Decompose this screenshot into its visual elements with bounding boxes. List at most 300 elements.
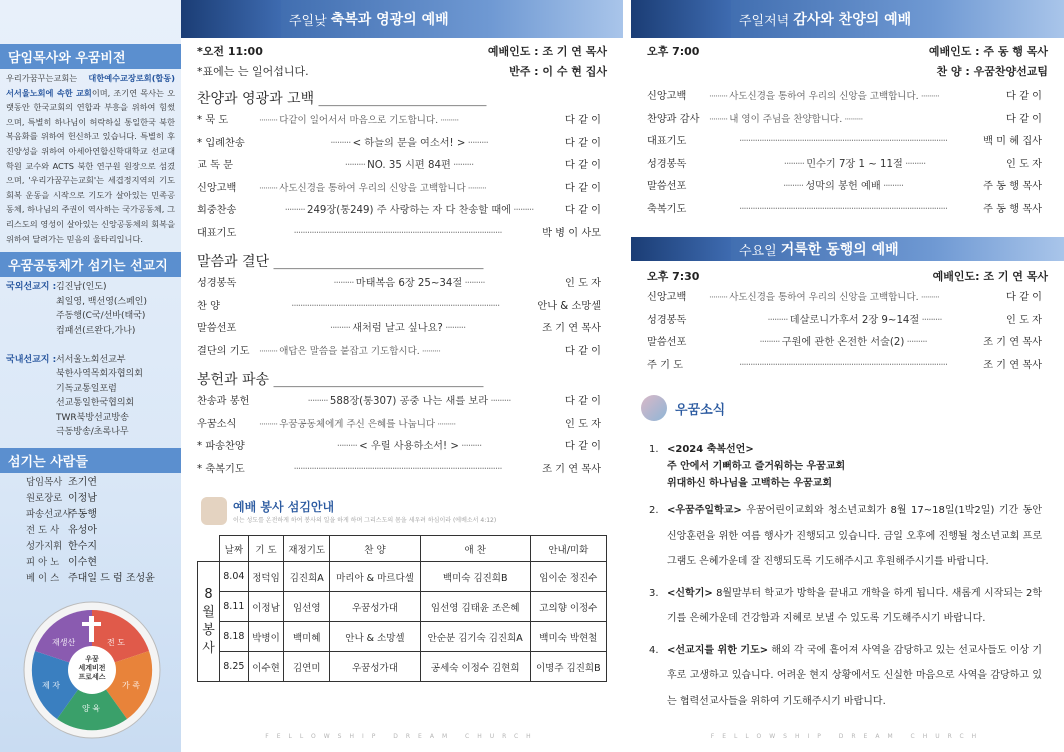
order-text: 마태복음 6장 25~34절 [355,278,463,289]
dot-leader: ········· [284,205,307,216]
dot-leader: ········· [259,418,280,430]
order-person: 다 같 이 [565,441,601,452]
serve-col-header: 애 찬 [420,536,530,562]
order-label: 찬 양 [197,300,220,312]
vision-highlight: 대한예수교장로회(합동) 서서울노회에 속한 교회 [6,73,175,98]
order-label: 찬양과 감사 [647,113,700,125]
vision-text [0,69,181,248]
staff-role: 원로장로 [26,493,63,505]
dot-leader: ········· [767,314,790,326]
staff-role: 파송선교사 [26,509,72,521]
foreign-label: 국외선교지 : [6,282,57,293]
domestic-mission-item: 북한사역목회자협의회 [56,369,143,380]
order-person: 다 같 이 [565,345,601,357]
dot-leader: ····························································································· [738,203,948,215]
staff-name: 한수지 [68,541,97,553]
order-row [631,109,1064,132]
dot-leader: ········· [336,441,360,452]
dot-leader: ········· [709,113,730,125]
dot-leader: ········· [465,182,486,194]
order-person: 조 기 연 목사 [542,323,601,334]
serve-cell: 8.04 [220,562,249,592]
order-text: 내 영이 주님을 찬양합니다. [729,113,843,125]
order-row [631,199,1064,222]
news-item [649,498,1042,575]
order-label: * 파송찬양 [197,441,245,452]
evening-banner-pre: 주일저녁 [739,13,790,29]
serve-cell: 백미혜 [284,622,330,652]
dot-leader: ········· [307,396,330,407]
order-person: 조 기 연 목사 [983,337,1042,348]
dot-leader: ····························································································· [293,227,502,239]
order-content [709,131,977,154]
evening-rows [631,86,1064,221]
order-content [259,133,559,156]
staff-role: 피 아 노 [26,557,60,569]
sunday-morning-panel [181,0,623,752]
domestic-mission-item: 서서울노회선교부 [56,354,126,365]
staff-name: 이정남 [68,493,97,505]
order-row [181,133,623,156]
staff-name: 주대일 드 럼 조성윤 [68,573,155,585]
domestic-mission-item: 기독교통일포럼 [56,383,117,394]
foreign-missions [0,280,181,338]
news-text: 주 안에서 기뻐하고 즐거워하는 우꿈교회 위대하신 하나님을 고백하는 우꿈교회 [667,461,846,489]
order-person: 인 도 자 [1006,314,1042,326]
order-person: 백 미 혜 집사 [983,136,1042,147]
section-offering: 봉헌과 파송 ______________________________ [197,372,484,388]
mid-footer: FELLOWSHIP DREAM CHURCH [265,733,539,740]
dot-leader: ········· [904,337,927,348]
order-label: 말씀선포 [197,323,237,334]
foreign-mission-item: 최일영, 백선영(스페인) [56,296,147,307]
order-person: 다 같 이 [1006,292,1042,303]
morning-banner-title: 축복과 영광의 예배 [330,12,449,28]
dot-leader: ········· [259,345,280,357]
dot-leader: ········· [759,337,782,348]
order-label: 성경봉독 [647,158,687,170]
serve-row [198,592,607,622]
left-sidebar [0,0,181,752]
order-row [181,178,623,201]
order-label: 신앙고백 [647,292,687,303]
order-text: 588장(통307) 공중 나는 새를 보라 [329,396,489,407]
serve-cell: 8.11 [220,592,249,622]
wednesday-leader: 예배인도: 조 기 연 목사 [932,270,1048,283]
serve-row [198,652,607,682]
dot-leader: ····························································································· [291,300,500,312]
vision-header: 담임목사와 우꿈비전 [0,44,181,69]
news-body [667,638,1042,715]
order-row [181,223,623,246]
order-text: NO. 35 시편 84편 [367,160,451,171]
staff-role: 성가지휘 [26,541,63,553]
serve-month-head [198,536,220,562]
news-head: <선교지를 위한 기도> [667,644,769,656]
vision-body: 이며, 조기연 목사는 오랫동안 한국교회의 연합과 부흥을 위하여 힘썼으며, 특별히 하나님이 허락하실 통일한국 북한복음화를 위하여 헌신하고 있습니다. 특별히 후진양성을 위하여 아세아연합신학대학교 선교대학원 교수와 ACTS 북한 연구원 원장으로 섬겼으며, '우리가꿈꾸는교회'는 세겹정지역의 기도회복 운동을 시작으로 기도가 살아있는 민족공동체, 하나님의 주권이 역사하는 국가공동체, 그리스도의 영성이 살아있는 신앙공동체의 회복을 위하여 달려가는 믿음의 울타리입니다. [6,87,176,244]
wednesday-image [631,237,731,261]
order-label: * 묵 도 [197,115,229,126]
serve-cell: 안나 & 소망셀 [330,622,421,652]
serve-table [197,535,607,682]
dot-leader: ········· [709,91,730,102]
serve-title: 예배 봉사 섬김안내 [233,500,335,514]
news-section-title [631,395,1064,421]
serve-cell: 임이순 정진수 [530,562,606,592]
vision-circle [22,600,162,740]
order-person: 인 도 자 [565,278,601,289]
order-row [181,391,623,414]
news-body [667,581,1042,632]
serve-cell: 김연미 [284,652,330,682]
serve-table-header [198,536,607,562]
evening-service-head [631,42,1064,62]
news-icon [641,395,667,421]
serve-cell: 8.25 [220,652,249,682]
order-person: 조 기 연 목사 [983,359,1042,371]
staff-row [0,523,181,539]
order-row [181,110,623,133]
domestic-mission-item: 선교통일한국협의회 [56,398,135,409]
section-word: 말씀과 결단 ______________________________ [197,254,484,270]
domestic-mission-item: 극동방송/초록나무 [56,427,129,438]
morning-service-sub [181,62,623,82]
order-person: 다 같 이 [565,160,601,171]
evening-time: 오후 7:00 [647,45,700,58]
morning-banner-pre: 주일낮 [289,13,327,29]
order-text: 데살로니가후서 2장 9~14절 [789,314,920,326]
news-number: 1. [649,444,659,455]
serve-cell: 백미숙 김진희B [420,562,530,592]
foreign-list [56,280,175,338]
order-text: < 우릴 사용하소서! > [359,441,459,452]
foreign-mission-item: 컴패션(르완다,가나) [56,325,136,336]
dot-leader: ········· [919,314,942,326]
wednesday-service-head [631,267,1064,287]
order-content [709,332,977,355]
order-row [181,436,623,459]
domestic-list [56,353,175,441]
news-item [649,441,1042,492]
wednesday-banner-pre: 수요일 [739,243,777,259]
order-text: 민수기 7장 1 ~ 11절 [806,158,903,170]
evening-banner-title: 감사와 찬양의 예배 [793,12,912,28]
order-content [709,310,1000,333]
dot-leader: ········· [511,205,534,216]
staff-row [0,491,181,507]
order-label: 신앙고백 [647,91,687,102]
serve-col-header: 재정기도 [284,536,330,562]
order-row [631,86,1064,109]
staff-role: 베 이 스 [26,573,60,585]
order-person: 다 같 이 [565,205,601,216]
serve-icon [201,497,227,525]
order-label: 주 기 도 [647,359,683,371]
dot-leader: ········· [462,278,485,289]
serve-cell: 고의향 이정수 [530,592,606,622]
order-content [709,86,1000,109]
dot-leader: ····························································································· [738,136,948,147]
news-head: <신학기> [667,587,713,599]
order-text: 사도신경을 통하여 우리의 신앙을 고백합니다. [729,292,919,303]
circle-seg-2: 전 도 [107,638,125,647]
dot-leader: ········· [918,91,939,102]
order-row [631,131,1064,154]
dot-leader: ········· [488,396,511,407]
order-label: 말씀선포 [647,181,687,192]
dot-leader: ········· [438,115,459,126]
dot-leader: ········· [918,292,939,303]
order-row [181,341,623,364]
serve-col-header: 날짜 [220,536,249,562]
circle-seg-1: 재생산 [52,638,76,647]
serve-col-header: 기 도 [248,536,284,562]
order-text: 사도신경을 통하여 우리의 신앙을 고백합니다. [729,91,919,102]
order-row [181,296,623,319]
serve-cell: 임선영 김태윤 조은혜 [420,592,530,622]
order-person: 주 동 행 목사 [983,181,1042,192]
sunday-evening-panel [631,0,1064,752]
staff-row [0,475,181,491]
dot-leader: ········· [782,181,806,192]
dot-leader: ········· [259,115,280,126]
morning-time: *오전 11:00 [197,45,263,58]
order-content [259,391,559,414]
news-text: 우꿈어린이교회와 청소년교회가 8월 17~18일(1박2일) 기간 동안 신앙훈련을 위한 여름 행사가 진행되고 있습니다. 금일 오후에 진행될 청소년교회 프로그램도 은혜가운데 잘 진행되도록 기도해주시고 후원해주시기를 바랍니다. [667,505,1042,567]
news-number: 4. [649,644,659,656]
domestic-label: 국내선교지 : [6,354,57,365]
vision-lead: 우리가꿈꾸는교회는 [6,73,89,83]
order-person: 인 도 자 [1006,158,1042,170]
circle-center-label: 우꿈 세계비전 프로세스 [78,655,106,681]
order-person: 주 동 행 목사 [983,203,1042,215]
staff-row [0,539,181,555]
dot-leader: ········· [902,158,926,170]
missions-header: 우꿈공동체가 섬기는 선교지 [0,252,181,277]
evening-banner [631,0,1064,38]
order-row [631,154,1064,177]
order-label: 찬송과 봉헌 [197,396,250,407]
foreign-mission-item: 김진남(인도) [56,282,107,293]
staff-name: 이수현 [68,557,97,569]
staff-row [0,555,181,571]
accompanist: 반주 : 이 수 현 집사 [509,65,607,78]
wednesday-rows [631,287,1064,377]
order-label: 교 독 문 [197,160,233,171]
serve-col-header: 안내/미화 [530,536,606,562]
wednesday-time: 오후 7:30 [647,270,700,283]
order-text: 성막의 봉헌 예배 [805,181,881,192]
serve-cell: 마리아 & 마르다셀 [330,562,421,592]
news-text: 8월말부터 학교가 방학을 끝내고 개학을 하게 됩니다. 새롭게 시작되는 2학기를 은혜가운데 건강함과 지혜로 보낼 수 있도록 기도해주시기 바랍니다. [667,587,1042,624]
circle-seg-3: 가 족 [122,681,140,690]
section-praise-rows [181,110,623,245]
wednesday-banner [631,237,1064,261]
news-list [631,441,1064,714]
dot-leader: ····························································································· [738,359,948,371]
order-row [181,200,623,223]
order-row [631,310,1064,333]
order-row [631,176,1064,199]
news-body [667,441,1042,492]
serve-subtitle: 이는 성도를 온전하게 하여 봉사의 일을 하게 하며 그리스도의 몸을 세우려 하심이라 (에베소서 4:12) [233,517,497,524]
order-text: 사도신경을 통하여 우리의 신앙을 고백합니다 [279,182,466,194]
order-label: 우꿈소식 [197,418,237,430]
order-content [259,341,559,364]
foreign-mission-item: 주동행(C국/선바(태국) [56,311,146,322]
order-person: 조 기 연 목사 [542,463,601,475]
order-label: * 입례찬송 [197,137,245,149]
staff-row [0,571,181,587]
serve-cell: 우꿈성가대 [330,652,421,682]
news-head: <우꿈주일학교> [667,505,742,516]
section-offering-title: 봉헌과 파송 [197,372,270,388]
order-text: 구원에 관한 온전한 서술(2) [781,337,905,348]
order-label: 대표기도 [197,227,237,239]
dot-leader: ········· [344,160,368,171]
serve-cell: 8.18 [220,622,249,652]
dot-leader: ········· [465,137,488,149]
dot-leader: ········· [259,182,280,194]
section-offering-rows [181,391,623,481]
dot-leader: ········· [783,158,807,170]
news-number: 2. [649,505,659,516]
staff-list [0,475,181,587]
order-content [709,176,977,199]
order-content [259,223,536,246]
dot-leader: ········· [450,160,474,171]
order-content [709,109,1000,132]
serve-month: 8 월 봉 사 [198,562,220,682]
order-person: 다 같 이 [565,396,601,407]
order-person: 다 같 이 [565,182,601,194]
standing-note: *표에는 는 일어섭니다. [197,65,309,78]
staff-name: 주동행 [68,509,97,521]
order-content [709,154,1000,177]
domestic-missions [0,353,181,441]
evening-service-sub [631,62,1064,82]
section-word-title: 말씀과 결단 [197,254,270,270]
news-item [649,581,1042,632]
order-content [259,200,559,223]
serve-cell: 이명주 김진희B [530,652,606,682]
order-row [631,355,1064,378]
circle-seg-4: 양 육 [82,704,100,713]
order-row [181,155,623,178]
order-content [259,436,559,459]
order-content [259,414,559,437]
news-head: <2024 축복선언> [667,444,754,455]
serve-cell: 안순분 김기숙 김진희A [420,622,530,652]
staff-name: 유성아 [68,525,97,537]
staff-role: 전 도 사 [26,525,60,537]
order-person: 박 병 이 사모 [542,227,601,239]
order-text: 새처럼 날고 싶나요? [352,323,443,334]
section-praise-title: 찬양과 영광과 고백 [197,91,315,107]
dot-leader: ········· [419,345,440,357]
serve-row [198,622,607,652]
order-text: 애답은 말씀을 붙잡고 기도합시다. [279,345,420,357]
news-text: 해외 각 국에 흩어져 사역을 감당하고 있는 선교사들도 이상 기후로 고생하고 있습니다. 어려운 현지 상황에서도 신실한 마음으로 사역을 감당하고 있는 협력선교사들을 위하여 기도해주시기 바랍니다. [667,644,1042,707]
wednesday-banner-title: 거룩한 동행의 예배 [780,242,899,258]
dot-leader: ········· [442,323,466,334]
dot-leader: ········· [458,441,482,452]
dot-leader: ········· [329,323,353,334]
worship-image [631,0,731,38]
dot-leader: ········· [880,181,904,192]
dot-leader: ········· [709,292,730,303]
section-word-rows [181,273,623,363]
morning-banner [181,0,623,38]
serve-cell: 이수현 [248,652,284,682]
order-label: 성경봉독 [197,278,237,289]
news-item [649,638,1042,715]
serve-cell: 정덕임 [248,562,284,592]
order-label: 축복기도 [647,203,687,215]
dot-leader: ········· [842,113,863,125]
order-person: 다 같 이 [1006,91,1042,102]
bible-image [181,0,281,38]
order-row [631,287,1064,310]
serve-cell: 김진희A [284,562,330,592]
order-content [709,287,1000,310]
order-label: 말씀선포 [647,337,687,348]
serve-cell: 공세숙 이정수 김현희 [420,652,530,682]
order-row [181,459,623,482]
order-content [259,110,559,133]
order-person: 안나 & 소망셀 [537,300,601,312]
circle-seg-5: 제 자 [42,681,60,690]
serve-cell: 우꿈성가대 [330,592,421,622]
dot-leader: ········· [330,137,353,149]
order-text: < 하늘의 문을 여소서! > [352,137,466,149]
news-body [667,498,1042,575]
staff-header: 섬기는 사람들 [0,448,181,473]
staff-row [0,507,181,523]
order-label: 성경봉독 [647,314,687,326]
order-person: 인 도 자 [565,418,601,430]
order-content [259,273,559,296]
serve-cell: 임선영 [284,592,330,622]
evening-leader: 예배인도 : 주 동 행 목사 [928,45,1048,58]
order-row [631,332,1064,355]
section-praise: 찬양과 영광과 고백 ________________________ [197,91,487,107]
order-row [181,318,623,341]
staff-role: 담임목사 [26,477,63,489]
morning-service-head [181,42,623,62]
order-content [709,355,977,378]
news-title: 우꿈소식 [675,402,726,418]
order-content [709,199,977,222]
order-person: 다 같 이 [565,115,601,126]
serve-section-title [181,497,623,525]
staff-name: 조기연 [68,477,97,489]
serve-cell: 백미숙 박현철 [530,622,606,652]
order-text: 249장(통249) 주 사랑하는 자 다 찬송할 때에 [306,205,512,216]
order-person: 다 같 이 [1006,113,1042,125]
evening-praise-team: 찬 양 : 우꿈찬양선교팀 [936,65,1048,78]
order-label: 신앙고백 [197,182,237,194]
serve-cell: 박병이 [248,622,284,652]
order-label: * 축복기도 [197,463,245,475]
order-text: 우꿈공동체에게 주신 은혜를 나눕니다 [279,418,436,430]
order-label: 대표기도 [647,136,687,147]
serve-row [198,562,607,592]
order-label: 회중찬송 [197,205,237,216]
order-row [181,273,623,296]
order-content [259,178,559,201]
order-content [259,459,536,482]
